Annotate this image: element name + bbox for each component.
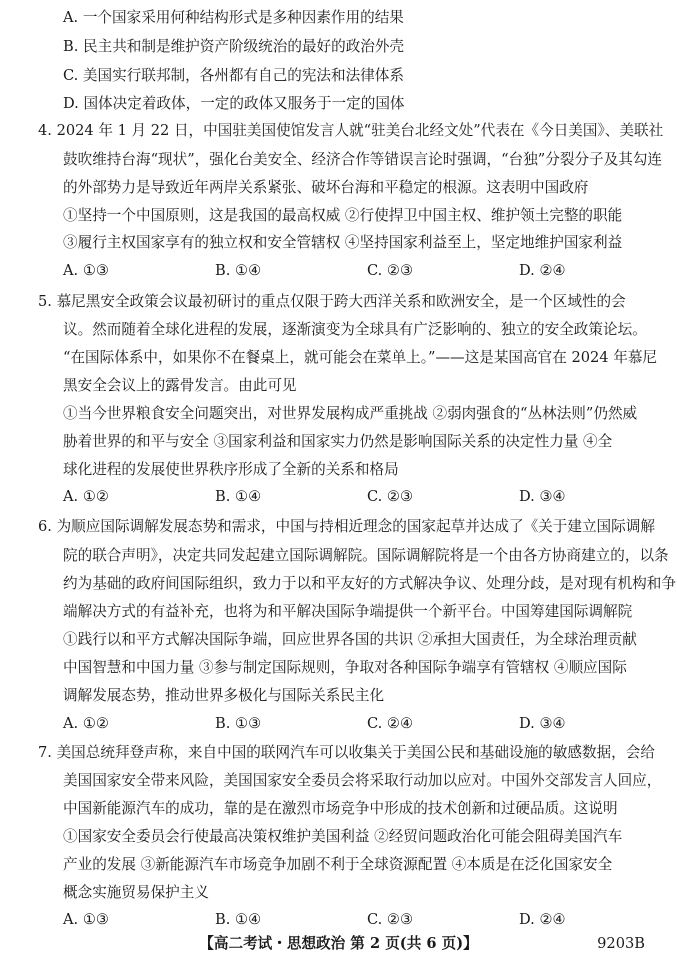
- question-text-line: 的外部势力是导致近年两岸关系紧张、破坏台海和平稳定的根源。这表明中国政府: [63, 179, 589, 196]
- option-b: B. 民主共和制是维护资产阶级统治的最好的政治外壳: [63, 38, 405, 55]
- question-text-line: 议。然而随着全球化进程的发展，逐渐演变为全球具有广泛影响的、独立的安全政策论坛。: [63, 321, 647, 338]
- statement-line: 中国智慧和中国力量 ③参与制定国际规则，争取对各种国际争端享有管辖权 ④顺应国际: [63, 659, 627, 676]
- choice-a: A. ①②: [63, 488, 109, 505]
- statement-line: ①践行以和平方式解决国际争端，回应世界各国的共识 ②承担大国责任，为全球治理贡献: [63, 631, 637, 648]
- question-text-line: 院的联合声明》，决定共同发起建立国际调解院。国际调解院将是一个由各方协商建立的，以条: [63, 547, 669, 564]
- footer-title: 【高二考试・思想政治 第 2 页(共 6 页)】: [199, 935, 478, 952]
- choice-b: B. ①④: [215, 488, 262, 505]
- question-text-line: 4. 2024 年 1 月 22 日，中国驻美国使馆发言人就“驻美台北经文处”代表在《今日美国》、美联社: [38, 122, 664, 139]
- choice-c: C. ②③: [367, 488, 414, 505]
- choice-b: B. ①④: [215, 911, 262, 928]
- answer-choices: [63, 910, 663, 930]
- option-c: C. 美国实行联邦制，各州都有自己的宪法和法律体系: [63, 67, 404, 84]
- question-text-line: 黑安全会议上的露骨发言。由此可见: [63, 377, 297, 394]
- page-footer: [0, 934, 677, 954]
- choice-c: C. ②④: [367, 715, 414, 732]
- statement-line: 球化进程的发展使世界秩序形成了全新的关系和格局: [63, 461, 399, 478]
- choice-d: D. ③④: [519, 715, 566, 732]
- choice-b: B. ①③: [215, 715, 262, 732]
- statement-line: ③履行主权国家享有的独立权和安全管辖权 ④坚持国家利益至上，坚定地维护国家利益: [63, 234, 623, 251]
- question-text-line: 美国国家安全带来风险，美国国家安全委员会将采取行动加以应对。中国外交部发言人回应，: [63, 772, 662, 789]
- statement-line: ①当今世界粮食安全问题突出，对世界发展构成严重挑战 ②弱肉强食的“丛林法则”仍然威: [63, 405, 638, 422]
- option-d: D. 国体决定着政体，一定的政体又服务于一定的国体: [63, 95, 405, 112]
- question-text-line: 6. 为顺应国际调解发展态势和需求，中国与持相近理念的国家起草并达成了《关于建立国际调解: [38, 518, 655, 535]
- choice-d: D. ③④: [519, 488, 566, 505]
- answer-choices: [63, 487, 663, 507]
- question-text-line: “在国际体系中，如果你不在餐桌上，就可能会在菜单上。”——这是某国高官在 2024 年慕尼: [63, 349, 658, 366]
- statement-line: ①坚持一个中国原则，这是我国的最高权威 ②行使捍卫中国主权、维护领土完整的职能: [63, 207, 623, 224]
- exam-code: 9203B: [597, 935, 645, 952]
- choice-d: D. ②④: [519, 911, 566, 928]
- question-text-line: 7. 美国总统拜登声称，来自中国的联网汽车可以收集关于美国公民和基础设施的敏感数据，会给: [38, 744, 655, 761]
- statement-line: 调解发展态势，推动世界多极化与国际关系民主化: [63, 687, 385, 704]
- choice-a: A. ①③: [63, 262, 109, 279]
- question-text-line: 鼓吹维持台海“现状”，强化台美安全、经济合作等错误言论时强调，“台独”分裂分子及其勾连: [63, 151, 663, 168]
- choice-a: A. ①③: [63, 911, 109, 928]
- question-text-line: 中国新能源汽车的成功，靠的是在激烈市场竞争中形成的技术创新和过硬品质。这说明: [63, 800, 618, 817]
- choice-c: C. ②③: [367, 911, 414, 928]
- answer-choices: [63, 261, 663, 281]
- question-text-line: 端解决方式的有益补充，也将为和平解决国际争端提供一个新平台。中国筹建国际调解院: [63, 603, 633, 620]
- answer-choices: [63, 714, 663, 734]
- choice-d: D. ②④: [519, 262, 566, 279]
- statement-line: ①国家安全委员会行使最高决策权维护美国利益 ②经贸问题政治化可能会阻碍美国汽车: [63, 828, 623, 845]
- choice-c: C. ②③: [367, 262, 414, 279]
- choice-a: A. ①②: [63, 715, 109, 732]
- statement-line: 概念实施贸易保护主义: [63, 884, 209, 901]
- option-a: A. 一个国家采用何种结构形式是多种因素作用的结果: [63, 9, 404, 26]
- statement-line: 产业的发展 ③新能源汽车市场竞争加剧不利于全球资源配置 ④本质是在泛化国家安全: [63, 856, 613, 873]
- statement-line: 胁着世界的和平与安全 ③国家利益和国家实力仍然是影响国际关系的决定性力量 ④全: [63, 433, 613, 450]
- choice-b: B. ①④: [215, 262, 262, 279]
- question-text-line: 5. 慕尼黑安全政策会议最初研讨的重点仅限于跨大西洋关系和欧洲安全，是一个区域性的会: [38, 293, 626, 310]
- question-text-line: 约为基础的政府间国际组织，致力于以和平友好的方式解决争议、处理分歧，是对现有机构和争: [63, 575, 676, 592]
